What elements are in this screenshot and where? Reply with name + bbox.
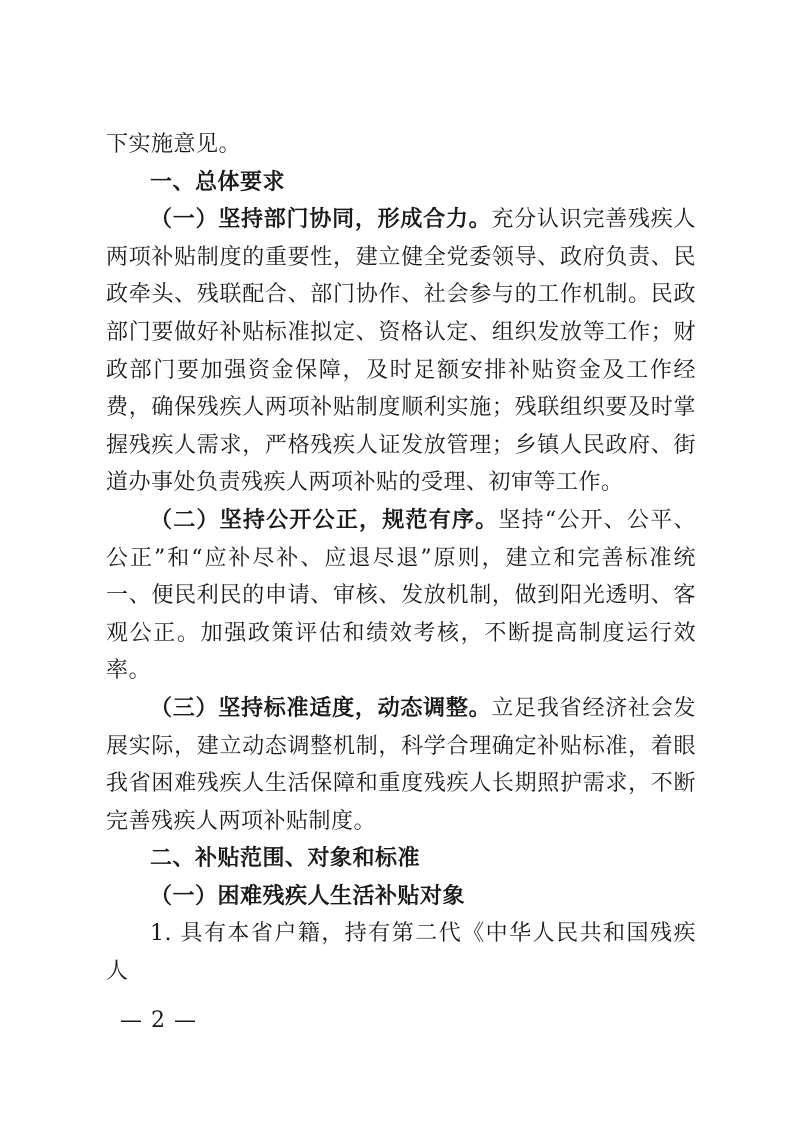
item-2-text: 坚持“公开、公平、公正”和“应补尽补、应退尽退”原则，建立和完善标准统一、便民利民的申请、审核、发放机制，做到阳光透明、客观公正。加强政策评估和绩效考核，不断提高制度运行效率。 xyxy=(106,507,696,684)
continuation-paragraph: 下实施意见。 xyxy=(106,132,242,157)
item-3-text: 立足我省经济社会发展实际，建立动态调整机制，科学合理确定补贴标准，着眼我省困难残疾人生活保障和重度残疾人长期照护需求，不断完善残疾人两项补贴制度。 xyxy=(106,695,696,834)
paragraph-eligibility-1: 1. 具有本省户籍，持有第二代《中华人民共和国残疾人 xyxy=(106,921,696,985)
item-1-lead: （一）坚持部门协同，形成合力。 xyxy=(150,207,492,233)
paragraph-item-2 xyxy=(106,502,696,690)
item-3-lead: （三）坚持标准适度，动态调整。 xyxy=(150,695,492,721)
paragraph-item-1 xyxy=(106,201,696,502)
subheading-subsidy-recipients: （一）困难残疾人生活补贴对象 xyxy=(150,883,466,909)
section-heading-general-requirements: 一、总体要求 xyxy=(150,169,286,195)
section-heading-subsidy-scope: 二、补贴范围、对象和标准 xyxy=(150,846,421,872)
item-1-text: 充分认识完善残疾人两项补贴制度的重要性，建立健全党委领导、政府负责、民政牵头、残联配合、部门协作、社会参与的工作机制。民政部门要做好补贴标准拟定、资格认定、组织发放等工作；财政部门要加强资金保障，及时足额安排补贴资金及工作经费，确保残疾人两项补贴制度顺利实施；残联组织要及时掌握残疾人需求，严格残疾人证发放管理；乡镇人民政府、街道办事处负责残疾人两项补贴的受理、初审等工作。 xyxy=(106,207,696,496)
page-number: — 2 — xyxy=(120,1008,197,1033)
item-2-lead: （二）坚持公开公正，规范有序。 xyxy=(150,507,499,533)
paragraph-item-3 xyxy=(106,690,696,840)
document-body xyxy=(106,126,696,991)
